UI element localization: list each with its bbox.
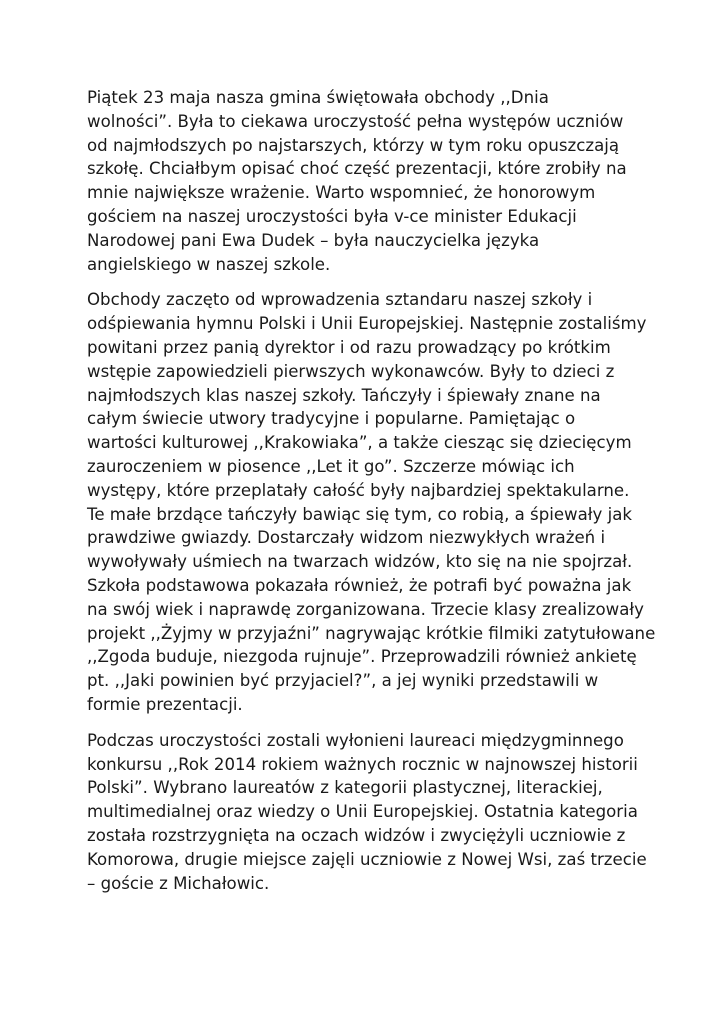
text-line: całym świecie utwory tradycyjne i popularne. Pamiętając o bbox=[87, 409, 576, 429]
text-line: Obchody zaczęto od wprowadzenia sztandaru naszej szkoły i bbox=[87, 290, 593, 310]
text-line: prawdziwe gwiazdy. Dostarczały widzom niezwykłych wrażeń i bbox=[87, 528, 606, 548]
text-line: Podczas uroczystości zostali wyłonieni laureaci międzygminnego bbox=[87, 730, 624, 750]
text-line: gościem na naszej uroczystości była v-ce minister Edukacji bbox=[87, 206, 577, 226]
paragraph-1 bbox=[87, 86, 639, 276]
text-line: Te małe brzdące tańczyły bawiąc się tym, co robią, a śpiewały jak bbox=[87, 504, 632, 524]
text-line: angielskiego w naszej szkole. bbox=[87, 254, 331, 274]
text-line: na swój wiek i naprawdę zorganizowana. Trzecie klasy zrealizowały bbox=[87, 599, 644, 619]
text-line: Piątek 23 maja nasza gmina świętowała obchody ,,Dnia bbox=[87, 88, 549, 107]
text-line: od najmłodszych po najstarszych, którzy w tym roku opuszczają bbox=[87, 135, 620, 155]
text-line: wartości kulturowej ,,Krakowiaka”, a także ciesząc się dziecięcym bbox=[87, 433, 632, 453]
text-line: Polski”. Wybrano laureatów z kategorii plastycznej, literackiej, bbox=[87, 778, 603, 798]
text-line: odśpiewania hymnu Polski i Unii Europejskiej. Następnie zostaliśmy bbox=[87, 314, 647, 334]
text-line: Narodowej pani Ewa Dudek – była nauczycielka języka bbox=[87, 230, 540, 250]
text-line: Szkoła podstawowa pokazała również, że potrafi być poważna jak bbox=[87, 575, 632, 595]
text-line: Komorowa, drugie miejsce zajęli uczniowie z Nowej Wsi, zaś trzecie bbox=[87, 849, 647, 869]
text-line: zauroczeniem w piosence ,,Let it go”. Szczerze mówiąc ich bbox=[87, 456, 575, 476]
text-line: mnie największe wrażenie. Warto wspomnieć, że honorowym bbox=[87, 183, 596, 203]
text-line: konkursu ,,Rok 2014 rokiem ważnych rocznic w najnowszej historii bbox=[87, 754, 638, 774]
document-body bbox=[87, 86, 656, 907]
text-line: ,,Zgoda buduje, niezgoda rujnuje”. Przeprowadzili również ankietę bbox=[87, 647, 637, 667]
text-line: została rozstrzygnięta na oczach widzów i zwyciężyli uczniowie z bbox=[87, 825, 626, 845]
text-line: powitani przez panią dyrektor i od razu prowadzący po krótkim bbox=[87, 337, 611, 357]
text-line: występy, które przeplatały całość były najbardziej spektakularne. bbox=[87, 480, 630, 500]
text-line: wywoływały uśmiech na twarzach widzów, kto się na nie spojrzał. bbox=[87, 552, 633, 572]
text-line: formie prezentacji. bbox=[87, 694, 243, 714]
text-line: – goście z Michałowic. bbox=[87, 873, 270, 893]
text-line: multimedialnej oraz wiedzy o Unii Europejskiej. Ostatnia kategoria bbox=[87, 802, 638, 822]
text-line: projekt ,,Żyjmy w przyjaźni” nagrywając krótkie filmiki zatytułowane bbox=[87, 623, 656, 643]
paragraph-3 bbox=[87, 729, 647, 896]
text-line: szkołę. Chciałbym opisać choć część prezentacji, które zrobiły na bbox=[87, 159, 627, 179]
text-line: wolności”. Była to ciekawa uroczystość pełna występów uczniów bbox=[87, 111, 624, 131]
text-line: wstępie zapowiedzieli pierwszych wykonawców. Były to dzieci z bbox=[87, 361, 615, 381]
text-line: pt. ,,Jaki powinien być przyjaciel?”, a jej wyniki przedstawili w bbox=[87, 671, 599, 691]
paragraph-2 bbox=[87, 288, 656, 716]
text-line: najmłodszych klas naszej szkoły. Tańczyły i śpiewały znane na bbox=[87, 385, 601, 405]
